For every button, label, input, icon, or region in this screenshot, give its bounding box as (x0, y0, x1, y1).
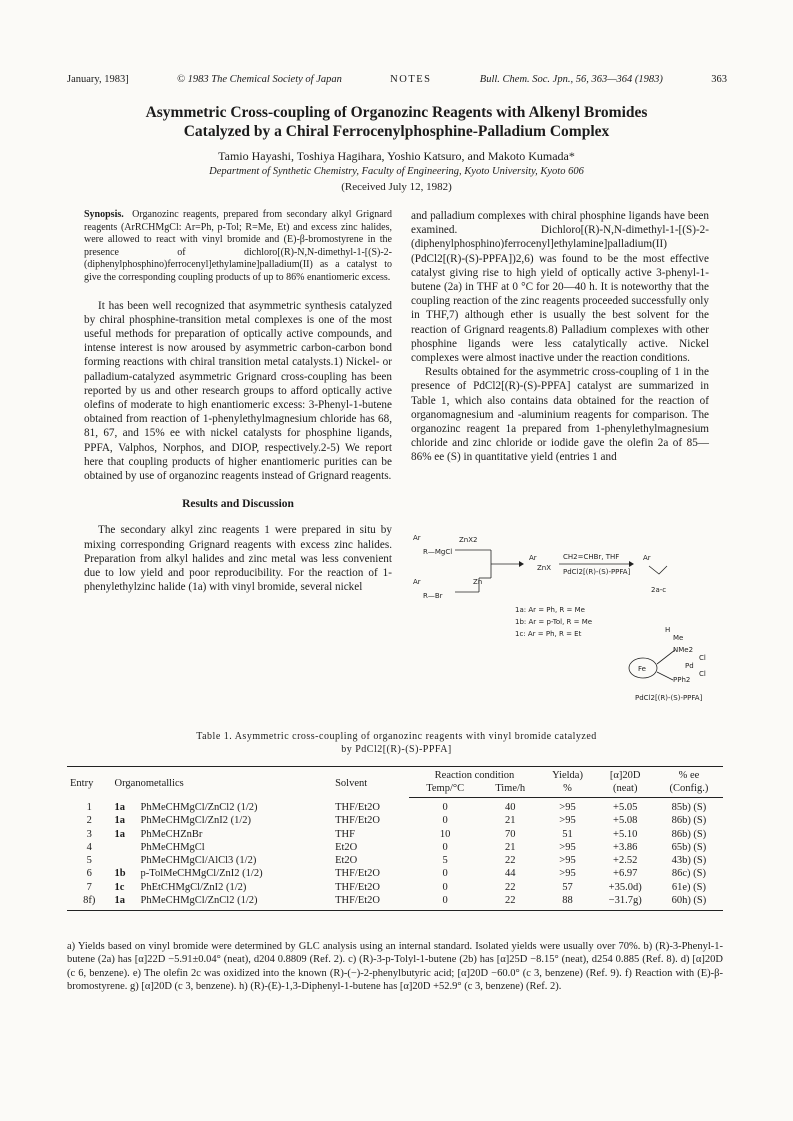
cell-entry: 2 (86, 815, 92, 827)
cell-organometallic: PhEtCHMgCl/ZnI2 (1/2) (140, 881, 247, 893)
cell-solvent: THF/Et2O (332, 894, 409, 911)
cell-ee: 86c) (S) (671, 868, 706, 880)
cell-rotation: +5.08 (613, 815, 638, 827)
header-page-number: 363 (711, 74, 727, 85)
table-row (67, 894, 723, 911)
cell-compound: 1a (114, 801, 126, 813)
header-section: NOTES (390, 74, 432, 85)
cell-ee: 43b) (S) (671, 855, 707, 867)
table-caption-line-2: by PdCl2[(R)-(S)-PPFA] (341, 744, 452, 755)
reaction-scheme (411, 530, 711, 710)
scheme-arrowhead-1 (519, 561, 524, 567)
cell-rotation: +5.10 (613, 828, 638, 840)
article-title (60, 103, 733, 141)
scheme-legend-1b: 1b: Ar = p-Tol, R = Me (515, 618, 593, 626)
cell-time: 21 (504, 815, 516, 827)
scheme-h: H (665, 626, 671, 634)
cell-yield: 88 (539, 894, 595, 911)
th-yield-unit: % (539, 782, 595, 798)
scheme-legend-1c: 1c: Ar = Ph, R = Et (515, 630, 582, 638)
cell-rotation: +6.97 (613, 868, 638, 880)
scheme-pph2: PPh2 (673, 676, 691, 684)
synopsis (84, 209, 392, 285)
cell-entry: 7 (86, 881, 92, 893)
scheme-product-vinyl (649, 566, 667, 574)
cell-temp: 0 (442, 815, 448, 827)
cell-yield: >95 (559, 855, 576, 867)
cell-compound: 1a (114, 815, 126, 827)
synopsis-label: Synopsis. (84, 209, 124, 220)
cell-compound: 1b (114, 868, 126, 880)
cell-rotation: +3.86 (613, 841, 638, 853)
cell-temp: 0 (442, 841, 448, 853)
intro-paragraph: It has been well recognized that asymmetric synthesis catalyzed by chiral phosphine-transition metal complexes is one of the most useful methods for preparation of optically active compounds, and intense interest is now aroused by asymmetric carbon-carbon bond forming reactions with chiral transition metal catalysts.1) Nickel- or palladium-catalyzed asymmetric Grignard cross-coupling has been reported by us and other research groups to afford optically active olefins of moderate to high enantiomeric excess: 3-Phenyl-1-butene obtained from reaction of 1-phenylethylmagnesium chloride has 68, 81, 67, and 15% ee with nickel catalysts for phosphine ligands, PPFA, Valphos, Norphos, and DIOP, respectively.2-5) We report here that coupling products of higher enantiomeric purities can be obtained by use of organozinc reagents instead of Grignard reagents. (84, 299, 392, 482)
results-table (67, 766, 723, 911)
scheme-zinc-reagent: ZnX (537, 564, 552, 572)
cell-rotation: +2.52 (613, 855, 638, 867)
cell-compound: 1a (112, 894, 138, 911)
cell-organometallic: PhMeCHMgCl (140, 841, 205, 853)
cell-entry: 4 (86, 841, 92, 853)
th-reaction-condition: Reaction condition (409, 767, 539, 783)
cell-time: 22 (504, 855, 516, 867)
scheme-conditions-top: CH2=CHBr, THF (563, 553, 620, 561)
cell-yield: >95 (559, 868, 576, 880)
scheme-ar-top: Ar (413, 534, 421, 542)
table-caption-line-1: Table 1. Asymmetric cross-coupling of organozinc reagents with vinyl bromide catalyzed (196, 731, 597, 742)
cell-organometallic: PhMeCHMgCl/ZnCl2 (1/2) (138, 894, 333, 911)
cell-organometallic: PhMeCHMgCl/ZnI2 (1/2) (140, 815, 252, 827)
cell-yield: 57 (562, 881, 573, 893)
table-row (67, 798, 723, 815)
th-solvent: Solvent (332, 767, 409, 798)
header-date: January, 1983] (67, 74, 129, 85)
cell-entry: 8f) (67, 894, 112, 911)
cell-entry: 6 (86, 868, 92, 880)
scheme-catalyst-label: PdCl2[(R)-(S)-PPFA] (635, 694, 703, 702)
header-citation: Bull. Chem. Soc. Jpn., 56, 363—364 (1983) (479, 74, 663, 85)
cell-ee: 65b) (S) (671, 841, 707, 853)
scheme-grignard: R—MgCl (423, 548, 453, 556)
table-row (67, 841, 723, 854)
cell-solvent: THF/Et2O (335, 815, 380, 827)
cell-compound: 1c (114, 881, 125, 893)
scheme-znx2: ZnX2 (459, 536, 478, 544)
cell-temp: 0 (442, 802, 448, 813)
cell-temp: 0 (442, 868, 448, 880)
th-temp: Temp/°C (409, 782, 480, 798)
cell-entry: 1 (86, 801, 92, 813)
cell-organometallic: PhMeCHMgCl/ZnCl2 (1/2) (140, 801, 258, 813)
affiliation: Department of Synthetic Chemistry, Faculty of Engineering, Kyoto University, Kyoto 606 (209, 166, 584, 177)
table-row (67, 867, 723, 880)
scheme-conditions-bottom: PdCl2[(R)-(S)-PPFA] (563, 568, 631, 576)
scheme-cl-2: Cl (699, 670, 706, 678)
th-time: Time/h (481, 782, 540, 798)
th-organometallics: Organometallics (112, 767, 333, 798)
scheme-nme2: NMe2 (673, 646, 694, 654)
cell-organometallic: PhMeCHMgCl/AlCl3 (1/2) (140, 855, 257, 867)
cell-solvent: Et2O (335, 841, 358, 853)
cell-temp: 10 (439, 828, 451, 840)
table-caption (60, 730, 733, 756)
th-rotation-sub: (neat) (596, 782, 655, 798)
th-ee: % ee (655, 767, 723, 783)
cell-solvent: THF/Et2O (335, 881, 380, 893)
scheme-ar-bottom: Ar (413, 578, 421, 586)
cell-solvent: THF (335, 828, 355, 840)
cell-solvent: Et2O (335, 855, 358, 867)
cell-organometallic: PhMeCHZnBr (140, 828, 203, 840)
cell-time: 22 (481, 894, 540, 911)
cell-yield: 51 (562, 828, 573, 840)
table-row (67, 854, 723, 867)
right-column (411, 209, 709, 465)
th-rotation: [α]20D (596, 767, 655, 783)
cell-organometallic: p-TolMeCHMgCl/ZnI2 (1/2) (140, 868, 263, 880)
header-copyright: © 1983 The Chemical Society of Japan (177, 74, 342, 85)
cell-rotation: +5.05 (613, 802, 638, 813)
cell-time: 21 (504, 841, 516, 853)
table-row (67, 814, 723, 827)
title-line-1: Asymmetric Cross-coupling of Organozinc Reagents with Alkenyl Bromides (145, 104, 648, 121)
cell-rotation: −31.7g) (596, 894, 655, 911)
cell-yield: >95 (559, 802, 576, 813)
scheme-cl-1: Cl (699, 654, 706, 662)
scheme-legend-1a: 1a: Ar = Ph, R = Me (515, 606, 585, 614)
cell-temp: 5 (442, 855, 448, 867)
th-entry: Entry (67, 767, 112, 798)
cell-compound (112, 841, 138, 854)
cell-ee: 86b) (S) (671, 815, 707, 827)
cell-compound (112, 854, 138, 867)
scheme-bond-p (657, 672, 673, 680)
results-paragraph: The secondary alkyl zinc reagents 1 were prepared in situ by mixing corresponding Grignard reagents with excess zinc halides. Preparation from alkyl halides and zinc metal was less convenient due to low yield and poor reproducibility. For the reaction of 1-phenylethylzinc halide (1a) with vinyl bromide, several nickel (84, 524, 392, 594)
synopsis-text: Organozinc reagents, prepared from secondary alkyl Grignard reagents (ArRCHMgCl: Ar=Ph, p-Tol; R=Me, Et) and excess zinc halides, were allowed to react with vinyl bromide and (E)-β-bromostyrene in the presence of dichloro[(R)-N,N-dimethyl-1-[(S)-2-(diphenylphosphino)ferrocenyl]ethylamine]palladium(II) as a catalyst to give the corresponding coupling products of up to 86% enantiomeric excess. (84, 209, 393, 283)
cell-time: 44 (504, 868, 516, 880)
cell-time: 70 (504, 828, 516, 840)
running-header (67, 74, 727, 85)
scheme-pd: Pd (685, 662, 694, 670)
cell-time: 22 (504, 881, 516, 893)
left-column (84, 209, 392, 594)
scheme-zn: Zn (473, 578, 483, 586)
cell-ee: 85b) (S) (671, 802, 707, 813)
table-row (67, 828, 723, 841)
table-body (67, 798, 723, 911)
scheme-product-ar: Ar (643, 554, 651, 562)
scheme-arrowhead-2 (629, 561, 634, 567)
scheme-me: Me (673, 634, 684, 642)
cell-ee: 86b) (S) (671, 828, 707, 840)
scheme-product-label: 2a-c (651, 586, 667, 594)
scheme-ar-mid: Ar (529, 554, 537, 562)
scheme-bromide: R—Br (423, 592, 443, 600)
cell-time: 40 (504, 802, 516, 813)
right-paragraph-2: Results obtained for the asymmetric cross-coupling of 1 in the presence of PdCl2[(R)-(S)-PPFA] catalyst are summarized in Table 1, which also contains data obtained for the reaction of organomagnesium and -aluminium reagents for comparison. The organozinc reagent 1a prepared from 1-phenylethylmagnesium chloride and zinc chloride or iodide gave the olefin 2a of 85—86% ee (S) in quantitative yield (entries 1 and (411, 366, 709, 464)
cell-rotation: +35.0d) (608, 881, 642, 893)
title-line-2: Catalyzed by a Chiral Ferrocenylphosphine-Palladium Complex (183, 123, 610, 140)
cell-compound: 1a (114, 828, 126, 840)
th-ee-sub: (Config.) (655, 782, 723, 798)
scheme-bond-n (657, 650, 675, 664)
right-paragraph-1: and palladium complexes with chiral phosphine ligands have been examined. Dichloro[(R)-N,N-dimethyl-1-[(S)-2-(diphenylphosphino)ferrocenyl]ethylamine]palladium(II) (PdCl2[(R)-(S)-PPFA])2,6) was found to be the most effective catalyst giving rise to high yield of optically active 3-phenyl-1-butene (2a) in THF at 0 °C for 20—40 h. It is noteworthy that the coupling reaction of the zinc reagents proceeded successfully only in THF,7) although ether is usually the best solvent for the reaction of Grignard reagents.8) Palladium complexes with other phosphine ligands were less catalytically active. Nickel complexes were almost inactive under the reaction conditions. (411, 210, 709, 365)
cell-ee: 60h) (S) (655, 894, 723, 911)
table-footnotes: a) Yields based on vinyl bromide were determined by GLC analysis using an internal standard. Isolated yields were usually over 70%. b) (R)-3-Phenyl-1-butene (2a) has [α]22D −5.91±0.04° (neat), d204 0.8809 (Ref. 2). c) (R)-3-p-Tolyl-1-butene (2b) has [α]25D −8.15° (neat), d254 0.885 (Ref. 8). d) [α]20D (c 6, benzene). e) The olefin 2c was oxidized into the known (R)-(−)-2-phenylbutyric acid; [α]20D −60.0° (c 3, benzene) (Ref. 9). f) Reaction with (E)-β-bromostyrene. g) [α]20D (c 3, benzene). h) (R)-(E)-1,3-Diphenyl-1-butene has [α]20D +52.9° (c 3, benzene) (Ref. 2). (67, 941, 723, 992)
cell-entry: 3 (86, 828, 92, 840)
cell-temp: 0 (442, 881, 448, 893)
section-heading: Results and Discussion (182, 498, 294, 511)
scheme-fe: Fe (638, 665, 646, 673)
received-date: (Received July 12, 1982) (341, 181, 452, 193)
th-yield: Yielda) (539, 767, 595, 783)
cell-solvent: THF/Et2O (335, 801, 380, 813)
cell-ee: 61e) (S) (671, 881, 706, 893)
table-row (67, 881, 723, 894)
cell-yield: >95 (559, 815, 576, 827)
cell-yield: >95 (559, 841, 576, 853)
cell-solvent: THF/Et2O (335, 868, 380, 880)
authors: Tamio Hayashi, Toshiya Hagihara, Yoshio Katsuro, and Makoto Kumada* (218, 149, 575, 163)
cell-entry: 5 (86, 855, 92, 867)
cell-temp: 0 (409, 894, 480, 911)
